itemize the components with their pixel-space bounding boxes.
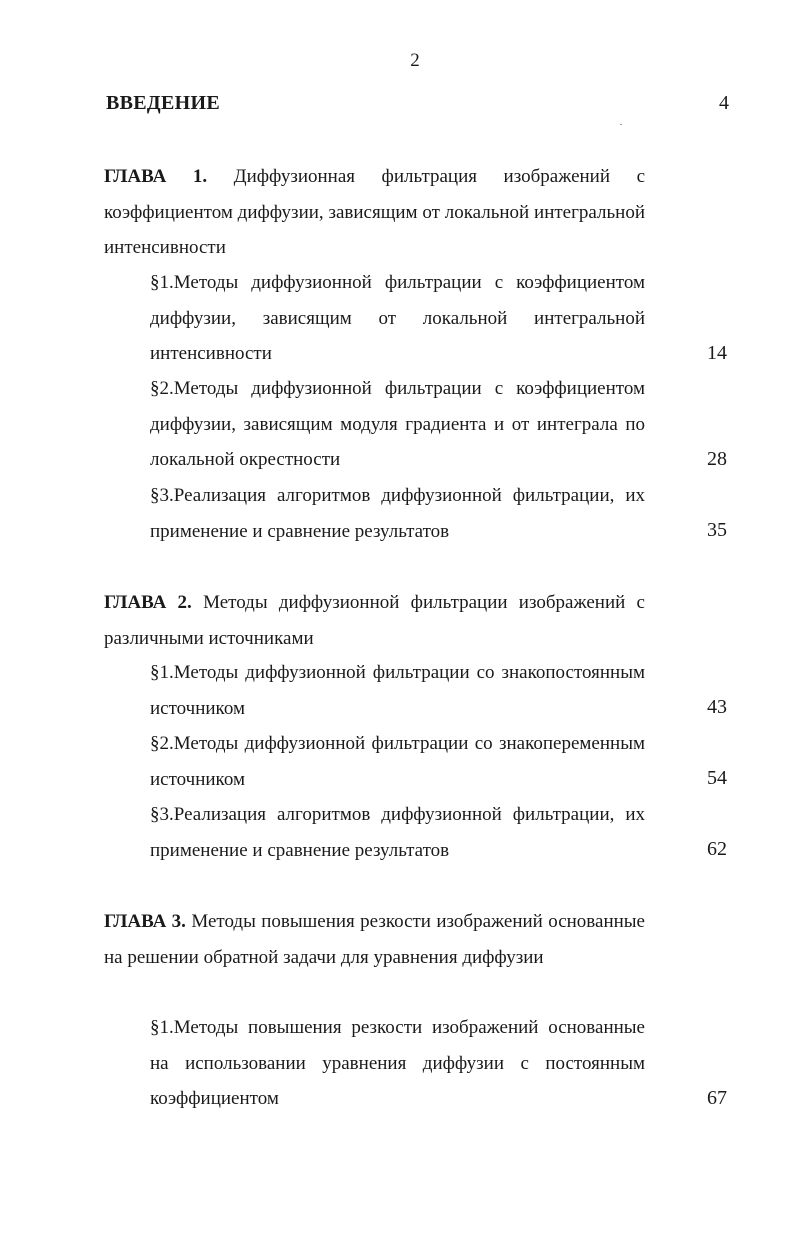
chapter-label: ГЛАВА 3. [104, 911, 186, 932]
chapter-title: Методы повышения резкости изображений основанные на решении обратной задачи для уравнения диффузии [104, 911, 645, 968]
chapter-title: Методы диффузионной фильтрации изображений с различными источниками [104, 592, 645, 649]
chapter-1-heading [104, 159, 645, 266]
chapter-3-heading [104, 904, 645, 975]
chapter-2-section-1-page: 43 [707, 696, 727, 718]
introduction-title: ВВЕДЕНИЕ [106, 92, 220, 114]
chapter-1-section-1: §1.Методы диффузионной фильтрации с коэффициентом диффузии, зависящим от локальной интегральной интенсивности [150, 272, 645, 364]
chapter-1-section-3-page: 35 [707, 519, 727, 541]
chapter-1-section-3: §3.Реализация алгоритмов диффузионной фильтрации, их применение и сравнение результатов [150, 485, 645, 542]
introduction-page: 4 [719, 92, 729, 114]
chapter-1-section-1-page: 14 [707, 342, 727, 364]
chapter-title: Диффузионная фильтрация изображений с коэффициентом диффузии, зависящим от локальной интегральной интенсивности [104, 166, 645, 258]
chapter-2-section-2-page: 54 [707, 767, 727, 789]
chapter-2-section-3: §3.Реализация алгоритмов диффузионной фильтрации, их применение и сравнение результатов [150, 804, 645, 861]
chapter-2-heading [104, 585, 645, 656]
chapter-2-section-3-page: 62 [707, 838, 727, 860]
chapter-1-section-2: §2.Методы диффузионной фильтрации с коэффициентом диффузии, зависящим модуля градиента и от интеграла по локальной окрестности [150, 378, 645, 470]
chapter-label: ГЛАВА 2. [104, 592, 192, 613]
chapter-1-section-2-page: 28 [707, 448, 727, 470]
scan-speck [620, 124, 622, 125]
page-number: 2 [410, 50, 420, 71]
chapter-2-section-2: §2.Методы диффузионной фильтрации со знакопеременным источником [150, 733, 645, 790]
chapter-2-section-1: §1.Методы диффузионной фильтрации со знакопостоянным источником [150, 662, 645, 719]
chapter-3-section-1-page: 67 [707, 1087, 727, 1109]
chapter-label: ГЛАВА 1. [104, 166, 208, 187]
chapter-3-section-1: §1.Методы повышения резкости изображений основанные на использовании уравнения диффузии с постоянным коэффициентом [150, 1017, 645, 1109]
